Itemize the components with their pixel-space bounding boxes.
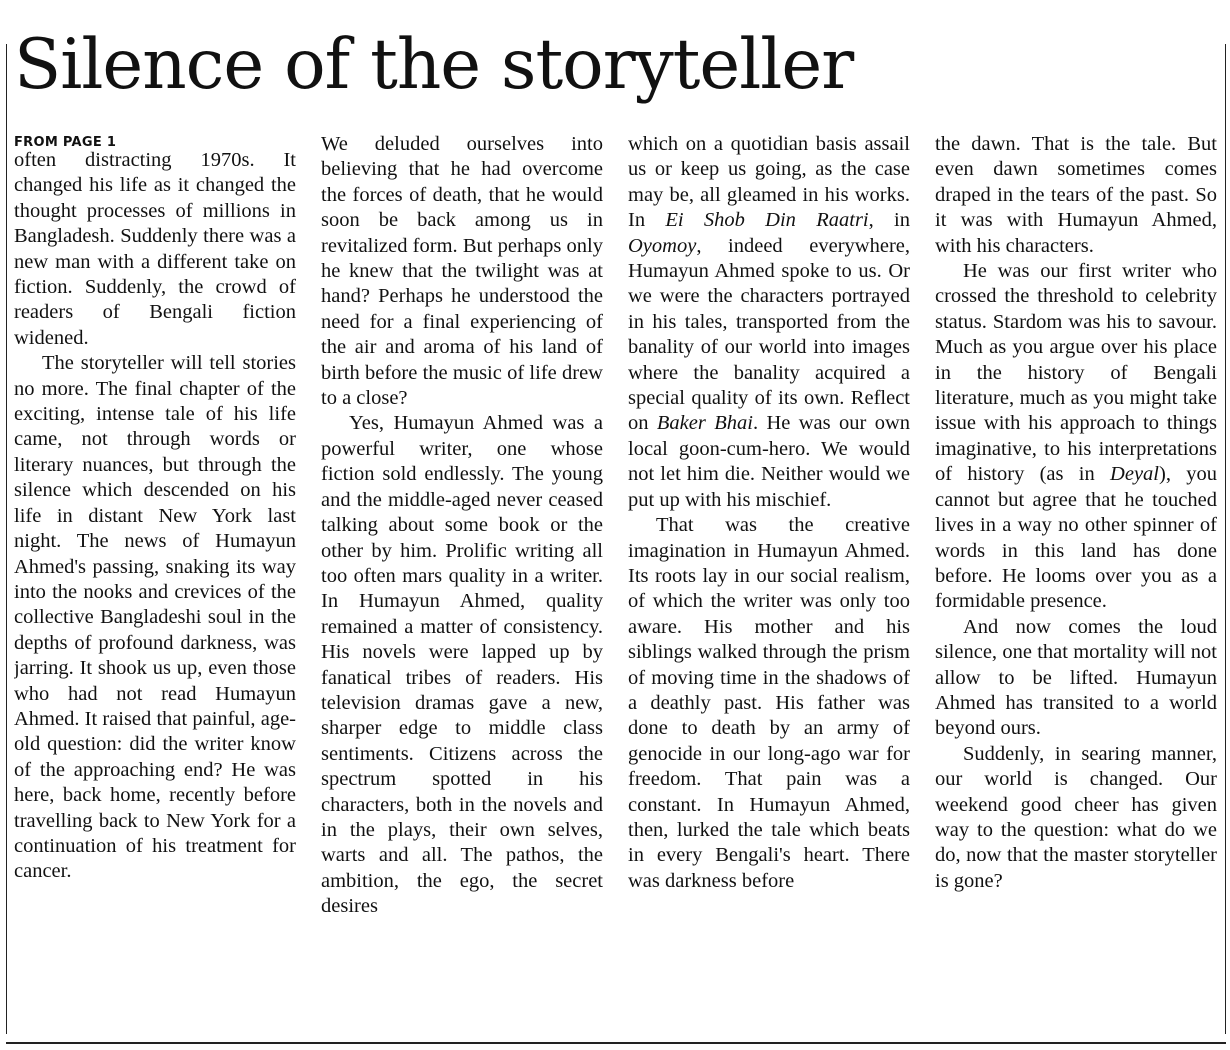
left-border-rule xyxy=(6,44,7,1034)
paragraph: the dawn. That is the tale. But even dawn sometimes comes draped in the tears of the past. So it was with Humayun Ahmed, with his characters. xyxy=(935,134,1217,257)
text-run: , indeed everywhere, Humayun Ahmed spoke to us. Or we were the characters portrayed in his tales, transported from the banality of our world into images where the banality acquired a special quality of its own. Reflect on xyxy=(628,234,910,435)
continued-from-label: FROM PAGE 1 xyxy=(14,135,117,150)
paragraph: Suddenly, in searing manner, our world is changed. Our weekend good cheer has given way to the question: what do we do, now that the master storyteller is gone? xyxy=(935,742,1217,892)
paragraph: And now comes the loud silence, one that mortality will not allow to be lifted. Humayun Ahmed has transited to a world beyond ours. xyxy=(935,615,1217,740)
article-headline: Silence of the storyteller xyxy=(14,25,854,105)
paragraph: Yes, Humayun Ahmed was a powerful writer, one whose fiction sold endlessly. The young and the middle-aged never ceased talking about some book or the other by him. Prolific writing all too often mars quality in a writer. In Humayun Ahmed, quality remained a matter of consistency. His novels were lapped up by fanatical tribes of readers. His television dramas gave a new, sharper edge to middle class sentiments. Citizens across the spectrum spotted in his characters, both in the novels and in the plays, their own selves, warts and all. The pathos, the ambition, the ego, the secret desires xyxy=(321,412,603,918)
paragraph xyxy=(935,259,1217,615)
book-title: Oyomoy xyxy=(628,234,697,257)
paragraph: We deluded ourselves into believing that he had overcome the forces of death, that he would soon be back among us in revitalized form. But perhaps only he knew that the twilight was at hand? Perhaps he understood the need for a final experiencing of the air and aroma of his land of birth before the music of life drew to a close? xyxy=(321,134,603,410)
text-run: ), you cannot but agree that he touched lives in a way no other spinner of words in this land has done before. He looms over you as a formidable presence. xyxy=(935,463,1217,613)
article-column-4 xyxy=(935,134,1217,1040)
paragraph: often distracting 1970s. It changed his life as it changed the thought processes of millions in Bangladesh. Suddenly there was a new man with a different take on fiction. Suddenly, the crowd of readers of Bengali fiction widened. xyxy=(14,149,296,349)
book-title: Deyal xyxy=(1110,463,1159,486)
text-run: which on a quotidian basis assail us or keep us going, as the case may be, all gleamed in his works. In xyxy=(628,134,910,232)
article-column-3 xyxy=(628,134,910,1040)
text-run: . He was our own local goon-cum-hero. We would not let him die. Neither would we put up with his mischief. xyxy=(628,412,910,511)
article-column-2 xyxy=(321,134,603,1040)
text-run: He was our first writer who crossed the threshold to celebrity status. Stardom was his to savour. Much as you argue over his place in the history of Bengali literature, much as you might take issue with his approach to things imaginative, to his interpretations of history (as in xyxy=(935,260,1217,486)
paragraph xyxy=(628,134,910,513)
character-name: Baker Bhai xyxy=(656,412,753,435)
text-run: , in xyxy=(868,209,910,232)
paragraph: That was the creative imagination in Humayun Ahmed. Its roots lay in our social realism, of which the writer was only too aware. His mother and his siblings walked through the prism of moving time in the shadows of a deathly past. His father was done to death by an army of genocide in our long-ago war for freedom. That pain was a constant. In Humayun Ahmed, then, lurked the tale which beats in every Bengali's heart. There was darkness before xyxy=(628,514,910,892)
paragraph: The storyteller will tell stories no more. The final chapter of the exciting, intense tale of his life came, not through words or literary nuances, but through the silence which descended on his life in distant New York last night. The news of Humayun Ahmed's passing, snaking its way into the nooks and crevices of the collective Bangladeshi soul in the depths of profound darkness, was jarring. It shook us up, even those who had not read Humayun Ahmed. It raised that painful, age-old question: did the writer know of the approaching end? He was here, back home, recently before travelling back to New York for a continuation of his treatment for cancer. xyxy=(14,352,296,883)
bottom-border-rule xyxy=(6,1042,1226,1044)
right-border-rule xyxy=(1225,44,1226,1034)
article-column-1 xyxy=(14,134,296,1040)
book-title: Ei Shob Din Raatri xyxy=(665,209,869,232)
article-body xyxy=(14,134,1218,1040)
